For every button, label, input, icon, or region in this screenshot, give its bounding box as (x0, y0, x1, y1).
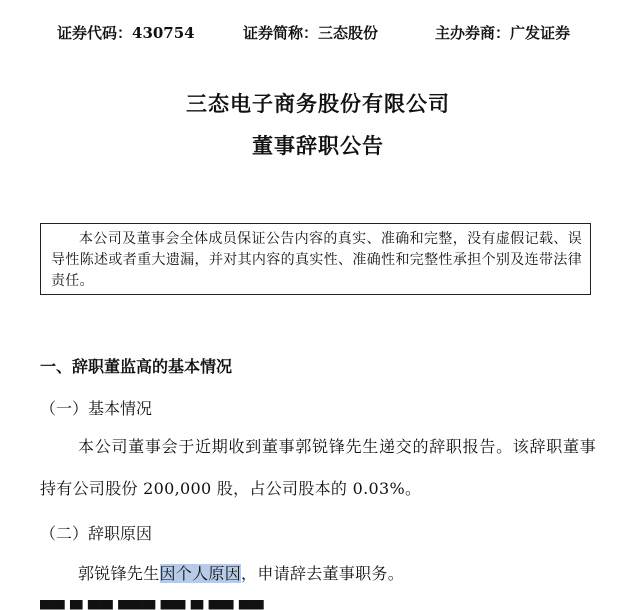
announcement-title: 董事辞职公告 (252, 133, 384, 158)
subsection-heading-resignation-reason: （二）辞职原因 (40, 524, 153, 543)
subsection-heading-basic-situation: （一）基本情况 (40, 399, 153, 418)
reason-text-end: ，申请辞去董事职务。 (241, 564, 405, 583)
security-abbreviation: 证券简称：三态股份 (243, 24, 379, 42)
disclaimer-notice-box: 本公司及董事会全体成员保证公告内容的真实、准确和完整，没有虚假记载、误导性陈述或者重大遗漏，并对其内容的真实性、准确性和完整性承担个别及连带法律责任。 (40, 223, 591, 295)
security-code: 证券代码：430754 (57, 24, 195, 42)
resignation-reason-paragraph (78, 553, 598, 595)
section-heading-basic-info: 一、辞职董监高的基本情况 (40, 357, 233, 376)
sponsoring-broker: 主办券商：广发证券 (435, 24, 571, 42)
basic-situation-paragraph: 本公司董事会于近期收到董事郭锐锋先生递交的辞职报告。该辞职董事持有公司股份 200,000 股，占公司股本的 0.03%。 (40, 437, 596, 498)
cut-off-next-line: ▀▀ ▀ ▀▀ ▀▀▀ ▀▀ ▀ ▀▀ ▀▀ (40, 600, 264, 610)
reason-text-start: 郭锐锋先生 (78, 564, 160, 583)
document-header (0, 22, 636, 42)
highlighted-reason[interactable]: 因个人原因 (159, 564, 242, 583)
company-name-title: 三态电子商务股份有限公司 (186, 91, 450, 116)
